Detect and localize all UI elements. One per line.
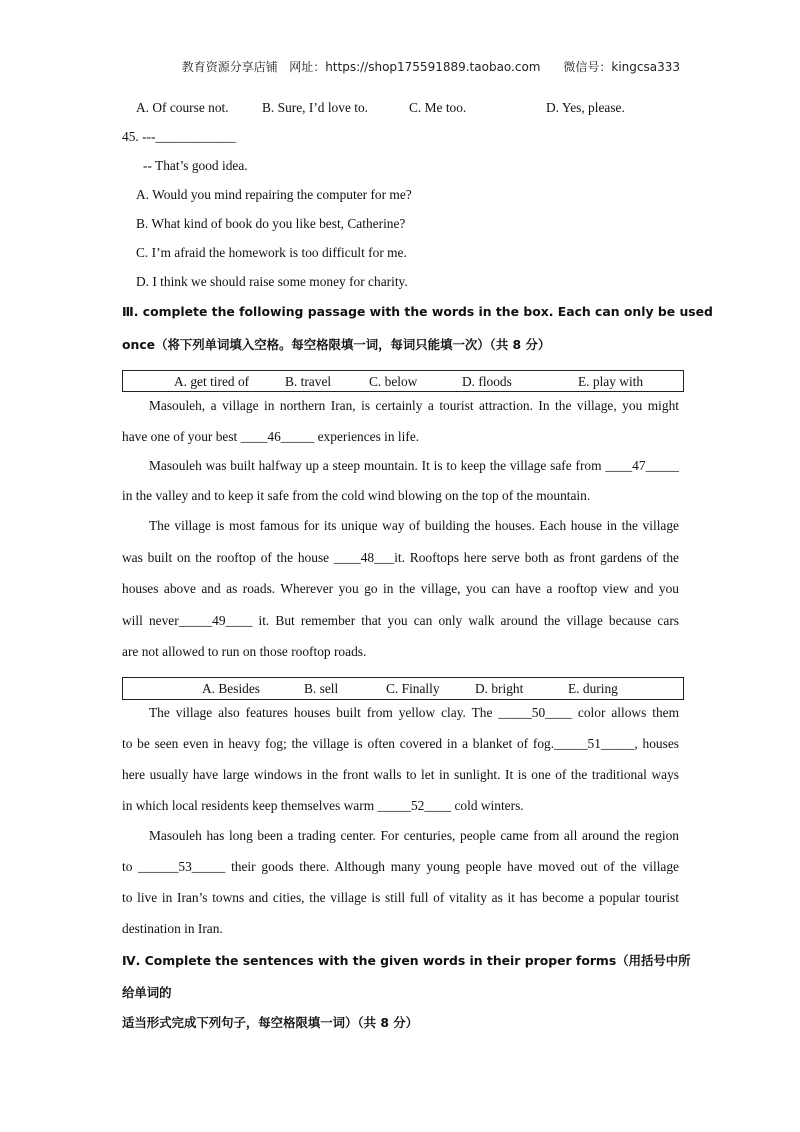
word-box-1 <box>122 370 684 392</box>
section3-title-line1: Ⅲ. complete the following passage with the words in the box. Each can only be used <box>122 304 713 319</box>
q45-option-d: D. I think we should raise some money for charity. <box>136 274 408 289</box>
passage-line: was built on the rooftop of the house ____48___it. Rooftops here serve both as front gardens of the <box>122 550 679 565</box>
passage-line: are not allowed to run on those rooftop roads. <box>122 644 367 659</box>
q45-stem: 45. ---____________ <box>122 129 236 144</box>
q44-option-b: B. Sure, I’d love to. <box>262 100 368 115</box>
passage-line: destination in Iran. <box>122 921 223 936</box>
passage-line: to live in Iran’s towns and cities, the village is still full of vitality as it has become a popular tourist <box>122 890 679 905</box>
passage-line: in the valley and to keep it safe from the cold wind blowing on the top of the mountain. <box>122 488 591 503</box>
passage-line: The village is most famous for its unique way of building the houses. Each house in the village <box>149 518 679 533</box>
word-box-1-item: E. play with <box>578 374 644 389</box>
page-header: 教育资源分享店铺 网址：https://shop175591889.taobao.com 微信号：kingcsa333 <box>181 60 680 74</box>
section3-title-line2: once（将下列单词填入空格。每空格限填一词，每词只能填一次）（共 8 分） <box>122 337 551 352</box>
section4-title-line1: Ⅳ. Complete the sentences with the given words in their proper forms（用括号中所 <box>122 953 691 968</box>
passage-line: Masouleh was built halfway up a steep mountain. It is to keep the village safe from ____47_____ <box>149 458 679 473</box>
q45-option-b: B. What kind of book do you like best, Catherine? <box>136 216 406 231</box>
q44-option-d: D. Yes, please. <box>546 100 625 115</box>
passage-line: to ______53_____ their goods there. Although many young people have moved out of the village <box>122 859 679 874</box>
passage-line: have one of your best ____46_____ experiences in life. <box>122 429 420 444</box>
passage-line: to be seen even in heavy fog; the village is often covered in a blanket of fog._____51_____, houses <box>122 736 679 751</box>
q44-option-c: C. Me too. <box>409 100 467 115</box>
word-box-1-item: D. floods <box>462 374 512 389</box>
q45-option-a: A. Would you mind repairing the computer for me? <box>136 187 412 202</box>
word-box-2-item: C. Finally <box>386 681 440 696</box>
passage-line: Masouleh has long been a trading center. For centuries, people came from all around the region <box>149 828 679 843</box>
word-box-2-item: A. Besides <box>202 681 261 696</box>
word-box-1-item: C. below <box>369 374 418 389</box>
q45-reply: -- That’s good idea. <box>143 158 248 173</box>
word-box-2 <box>122 677 684 700</box>
word-box-1-item: B. travel <box>285 374 332 389</box>
word-box-2-item: B. sell <box>304 681 339 696</box>
passage-line: houses above and as roads. Wherever you go in the village, you can have a rooftop view and you <box>122 581 679 596</box>
passage-line: Masouleh, a village in northern Iran, is certainly a tourist attraction. In the village, you might <box>149 398 679 413</box>
passage-line: in which local residents keep themselves warm _____52____ cold winters. <box>122 798 524 813</box>
passage-line: The village also features houses built from yellow clay. The _____50____ color allows them <box>149 705 679 720</box>
passage-line: will never_____49____ it. But remember that you can only walk around the village because cars <box>122 613 679 628</box>
section4-title-line2: 给单词的 <box>122 985 172 1000</box>
word-box-2-item: D. bright <box>475 681 524 696</box>
q45-option-c: C. I’m afraid the homework is too difficult for me. <box>136 245 407 260</box>
q44-option-a: A. Of course not. <box>136 100 229 115</box>
word-box-2-item: E. during <box>568 681 618 696</box>
section4-title-line3: 适当形式完成下列句子，每空格限填一词）（共 8 分） <box>122 1015 419 1030</box>
word-box-1-item: A. get tired of <box>174 374 250 389</box>
passage-line: here usually have large windows in the front walls to let in sunlight. It is one of the traditional ways <box>122 767 679 782</box>
